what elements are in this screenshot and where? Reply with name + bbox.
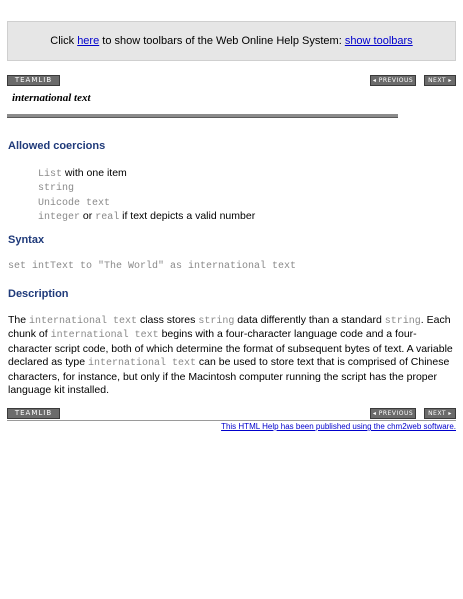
desc-text: class stores — [137, 314, 199, 326]
banner-middle: to show toolbars of the Web Online Help System: — [99, 35, 345, 47]
teamlib-logo-bottom[interactable]: TEAMLIB — [7, 408, 60, 419]
syntax-code: set intText to "The World" as international text — [8, 261, 297, 272]
next-button-top[interactable]: NEXT ▸ — [424, 75, 456, 86]
footer-credit — [221, 422, 456, 431]
show-toolbars-link[interactable]: show toolbars — [344, 35, 413, 47]
code-integer: integer — [38, 212, 81, 224]
allowed-coercions-heading: Allowed coercions — [8, 140, 106, 152]
list-item — [38, 210, 255, 224]
syntax-heading: Syntax — [8, 234, 45, 246]
code-string: string — [38, 183, 75, 195]
coercion-list — [38, 167, 255, 225]
item-text: with one item — [62, 167, 127, 179]
desc-text: can be used to store text that is comprised of Chinese characters, for instance, but only if the Macintosh computer running the script has the proper language kit installed. — [8, 356, 450, 397]
footer-divider — [7, 420, 456, 421]
previous-button-top[interactable]: ◂ PREVIOUS — [370, 75, 416, 86]
page-title: international text — [12, 92, 91, 104]
desc-text: begins with a four-character language code and a four-character script code, both of which determine the format of subsequent bytes of text. A variable declared as type — [8, 328, 453, 369]
description-paragraph — [8, 314, 456, 397]
item-text: if text depicts a valid number — [119, 210, 256, 223]
desc-code: string — [384, 316, 421, 327]
desc-text: The — [8, 314, 30, 326]
desc-code: international text — [50, 330, 159, 342]
desc-text: . Each chunk of — [8, 314, 451, 341]
title-divider — [7, 114, 398, 118]
code-unicode-text: Unicode text — [38, 197, 111, 209]
previous-button-bottom[interactable]: ◂ PREVIOUS — [370, 408, 416, 419]
here-link[interactable]: here — [77, 35, 100, 47]
list-item — [38, 167, 255, 181]
desc-text: data differently than a standard — [234, 314, 385, 326]
or-text: or — [80, 210, 96, 223]
code-list: List — [38, 169, 63, 180]
next-button-bottom[interactable]: NEXT ▸ — [424, 408, 456, 419]
list-item — [38, 196, 255, 210]
code-real: real — [95, 212, 120, 224]
desc-code: international text — [87, 358, 196, 370]
desc-code: international text — [29, 316, 138, 327]
banner-prefix: Click — [50, 35, 78, 47]
chm2web-link[interactable]: This HTML Help has been published using the chm2web software. — [221, 422, 456, 431]
description-heading: Description — [8, 288, 69, 300]
list-item — [38, 181, 255, 195]
desc-code: string — [198, 316, 235, 327]
teamlib-logo-top[interactable]: TEAMLIB — [7, 75, 60, 86]
help-banner — [7, 21, 456, 61]
